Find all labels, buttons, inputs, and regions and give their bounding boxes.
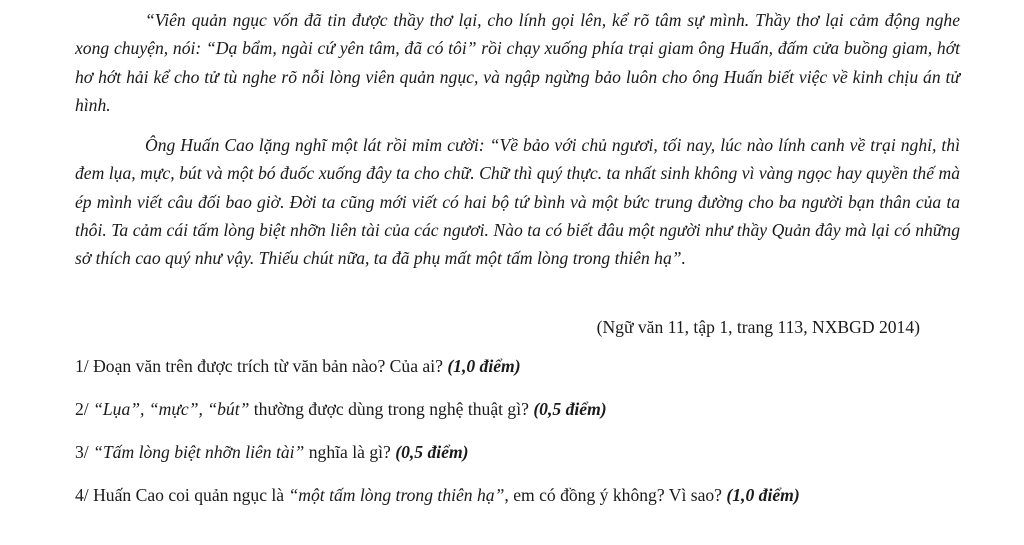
question-2-score: (0,5 điểm) (533, 399, 607, 419)
question-2 (75, 395, 955, 423)
question-4-quote: “một tấm lòng trong thiên hạ” (288, 485, 505, 505)
question-3-quote: “Tấm lòng biệt nhỡn liên tài” (93, 442, 305, 462)
question-3-text: nghĩa là gì? (304, 442, 396, 462)
question-4 (75, 481, 955, 509)
question-2-text: thường được dùng trong nghệ thuật gì? (249, 399, 534, 419)
question-1 (75, 352, 955, 380)
paragraph-1-text: “Viên quản ngục vốn đã tin được thầy thơ lại, cho lính gọi lên, kể rõ tâm sự mình. Thầy thơ lại cảm động nghe xong chuyện, nói: “Dạ bẩm, ngài cứ yên tâm, đã có tôi” rồi chạy xuống phía trại giam ông Huấn, đấm cửa buồng giam, hớt hơ hớt hải kể cho tử tù nghe rõ nỗi lòng viên quản ngục, và ngập ngừng bảo luôn cho ông Huấn biết việc về kinh chịu án tử hình. (75, 10, 960, 115)
question-1-score: (1,0 điểm) (447, 356, 521, 376)
source-citation: (Ngữ văn 11, tập 1, trang 113, NXBGD 2014) (596, 317, 920, 337)
passage-paragraph-1 (75, 6, 960, 119)
question-2-quote: “Lụa”, “mực”, “bút” (93, 399, 250, 419)
question-2-number: 2/ (75, 399, 94, 419)
paragraph-2-text: Ông Huấn Cao lặng nghĩ một lát rồi mỉm cười: “Về bảo với chủ ngươi, tối nay, lúc nào lính canh về trại nghỉ, thì đem lụa, mực, bút và một bó đuốc xuống đây ta cho chữ. Chữ thì quý thực. ta nhất sinh không vì vàng ngọc hay quyền thế mà ép mình viết câu đối bao giờ. Đời ta cũng mới viết có hai bộ tứ bình và một bức trung đường cho ba người bạn thân của ta thôi. Ta cảm cái tấm lòng biệt nhỡn liên tài của các ngươi. Nào ta có biết đâu một người như thầy Quản đây mà lại có những sở thích cao quý như vậy. Thiếu chút nữa, ta đã phụ mất một tấm lòng trong thiên hạ”. (75, 135, 960, 269)
question-3-number: 3/ (75, 442, 94, 462)
question-3-score: (0,5 điểm) (395, 442, 469, 462)
passage-paragraph-2 (75, 131, 960, 272)
question-1-text: 1/ Đoạn văn trên được trích từ văn bản nào? Của ai? (75, 356, 448, 376)
question-4-score: (1,0 điểm) (726, 485, 800, 505)
question-4-text: 4/ Huấn Cao coi quản ngục là (75, 485, 289, 505)
question-4-text-2: , em có đồng ý không? Vì sao? (504, 485, 727, 505)
question-3 (75, 438, 955, 466)
